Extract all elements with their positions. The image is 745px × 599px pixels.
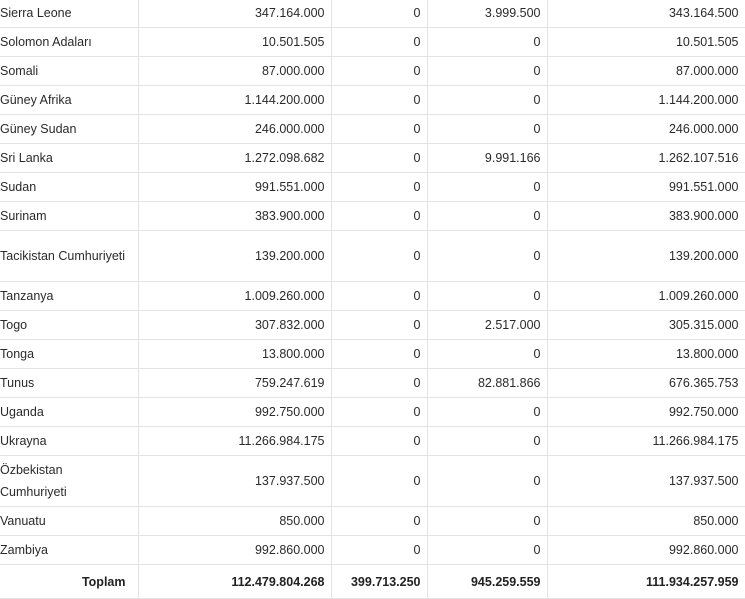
- amount-cell: 383.900.000: [547, 202, 745, 231]
- country-cell: Tanzanya: [0, 282, 138, 311]
- amount-cell: 87.000.000: [547, 57, 745, 86]
- amount-cell: 1.144.200.000: [547, 86, 745, 115]
- country-cell: Tacikistan Cumhuriyeti: [0, 231, 138, 282]
- amount-cell: 11.266.984.175: [138, 427, 331, 456]
- amount-cell: 10.501.505: [138, 28, 331, 57]
- amount-cell: 0: [331, 311, 427, 340]
- total-cell: 112.479.804.268: [138, 565, 331, 599]
- amount-cell: 0: [331, 231, 427, 282]
- country-cell: Solomon Adaları: [0, 28, 138, 57]
- table-row: [0, 398, 745, 427]
- country-cell: Güney Afrika: [0, 86, 138, 115]
- amount-cell: 307.832.000: [138, 311, 331, 340]
- amount-cell: 139.200.000: [547, 231, 745, 282]
- country-cell: Surinam: [0, 202, 138, 231]
- amount-cell: 305.315.000: [547, 311, 745, 340]
- amount-cell: 992.750.000: [138, 398, 331, 427]
- table-row: [0, 311, 745, 340]
- amount-cell: 0: [427, 57, 547, 86]
- country-cell: Uganda: [0, 398, 138, 427]
- amount-cell: 1.144.200.000: [138, 86, 331, 115]
- amount-cell: 0: [331, 398, 427, 427]
- table-row: [0, 115, 745, 144]
- amount-cell: 0: [427, 536, 547, 565]
- amount-cell: 0: [331, 340, 427, 369]
- amount-cell: 0: [427, 231, 547, 282]
- amount-cell: 11.266.984.175: [547, 427, 745, 456]
- table-row: [0, 28, 745, 57]
- table-row: [0, 427, 745, 456]
- amount-cell: 0: [331, 456, 427, 507]
- amount-cell: 0: [331, 369, 427, 398]
- country-cell: Togo: [0, 311, 138, 340]
- table-row: [0, 340, 745, 369]
- amount-cell: 137.937.500: [138, 456, 331, 507]
- amount-cell: 1.272.098.682: [138, 144, 331, 173]
- amount-cell: 0: [427, 282, 547, 311]
- amount-cell: 676.365.753: [547, 369, 745, 398]
- amount-cell: 0: [331, 536, 427, 565]
- table-row: [0, 173, 745, 202]
- table-row: [0, 57, 745, 86]
- amount-cell: 1.009.260.000: [138, 282, 331, 311]
- amount-cell: 13.800.000: [138, 340, 331, 369]
- amount-cell: 0: [427, 202, 547, 231]
- amount-cell: 10.501.505: [547, 28, 745, 57]
- amount-cell: 0: [427, 340, 547, 369]
- amount-cell: 0: [331, 173, 427, 202]
- table-row: [0, 282, 745, 311]
- table-row: [0, 507, 745, 536]
- amount-cell: 87.000.000: [138, 57, 331, 86]
- total-cell: 399.713.250: [331, 565, 427, 599]
- amount-cell: 0: [427, 398, 547, 427]
- table-row: [0, 0, 745, 28]
- amount-cell: 992.750.000: [547, 398, 745, 427]
- amount-cell: 246.000.000: [138, 115, 331, 144]
- table-row: [0, 202, 745, 231]
- amount-cell: 0: [331, 115, 427, 144]
- table-row: [0, 369, 745, 398]
- amount-cell: 992.860.000: [547, 536, 745, 565]
- amount-cell: 0: [427, 86, 547, 115]
- amount-cell: 383.900.000: [138, 202, 331, 231]
- amount-cell: 0: [331, 86, 427, 115]
- amount-cell: 2.517.000: [427, 311, 547, 340]
- table-row: [0, 144, 745, 173]
- amount-cell: 0: [331, 144, 427, 173]
- amount-cell: 991.551.000: [138, 173, 331, 202]
- amount-cell: 0: [427, 427, 547, 456]
- amount-cell: 139.200.000: [138, 231, 331, 282]
- country-cell: Tunus: [0, 369, 138, 398]
- total-cell: 111.934.257.959: [547, 565, 745, 599]
- table-row: [0, 86, 745, 115]
- amount-cell: 0: [427, 456, 547, 507]
- amount-cell: 0: [427, 28, 547, 57]
- table-row: [0, 456, 745, 507]
- amount-cell: 246.000.000: [547, 115, 745, 144]
- amount-cell: 850.000: [547, 507, 745, 536]
- amount-cell: 0: [331, 427, 427, 456]
- amount-cell: 0: [427, 507, 547, 536]
- amount-cell: 1.262.107.516: [547, 144, 745, 173]
- amount-cell: 759.247.619: [138, 369, 331, 398]
- total-label: Toplam: [0, 565, 138, 599]
- total-cell: 945.259.559: [427, 565, 547, 599]
- amount-cell: 850.000: [138, 507, 331, 536]
- country-cell: Tonga: [0, 340, 138, 369]
- amount-cell: 0: [331, 57, 427, 86]
- amount-cell: 9.991.166: [427, 144, 547, 173]
- amount-cell: 347.164.000: [138, 0, 331, 28]
- amount-cell: 0: [331, 202, 427, 231]
- amount-cell: 0: [331, 507, 427, 536]
- amount-cell: 0: [331, 282, 427, 311]
- amount-cell: 0: [427, 115, 547, 144]
- country-cell: Vanuatu: [0, 507, 138, 536]
- country-cell: Güney Sudan: [0, 115, 138, 144]
- amount-cell: 1.009.260.000: [547, 282, 745, 311]
- table-row: [0, 536, 745, 565]
- amount-cell: 0: [427, 173, 547, 202]
- table-row: [0, 231, 745, 282]
- country-cell: Somali: [0, 57, 138, 86]
- country-cell: Özbekistan Cumhuriyeti: [0, 456, 138, 507]
- country-cell: Ukrayna: [0, 427, 138, 456]
- amount-cell: 3.999.500: [427, 0, 547, 28]
- amount-cell: 343.164.500: [547, 0, 745, 28]
- amount-cell: 82.881.866: [427, 369, 547, 398]
- country-cell: Sri Lanka: [0, 144, 138, 173]
- total-row: [0, 565, 745, 599]
- country-cell: Zambiya: [0, 536, 138, 565]
- country-cell: Sudan: [0, 173, 138, 202]
- country-cell: Sierra Leone: [0, 0, 138, 28]
- amount-cell: 137.937.500: [547, 456, 745, 507]
- amount-cell: 0: [331, 0, 427, 28]
- amount-cell: 991.551.000: [547, 173, 745, 202]
- amount-cell: 13.800.000: [547, 340, 745, 369]
- amount-cell: 0: [331, 28, 427, 57]
- amount-cell: 992.860.000: [138, 536, 331, 565]
